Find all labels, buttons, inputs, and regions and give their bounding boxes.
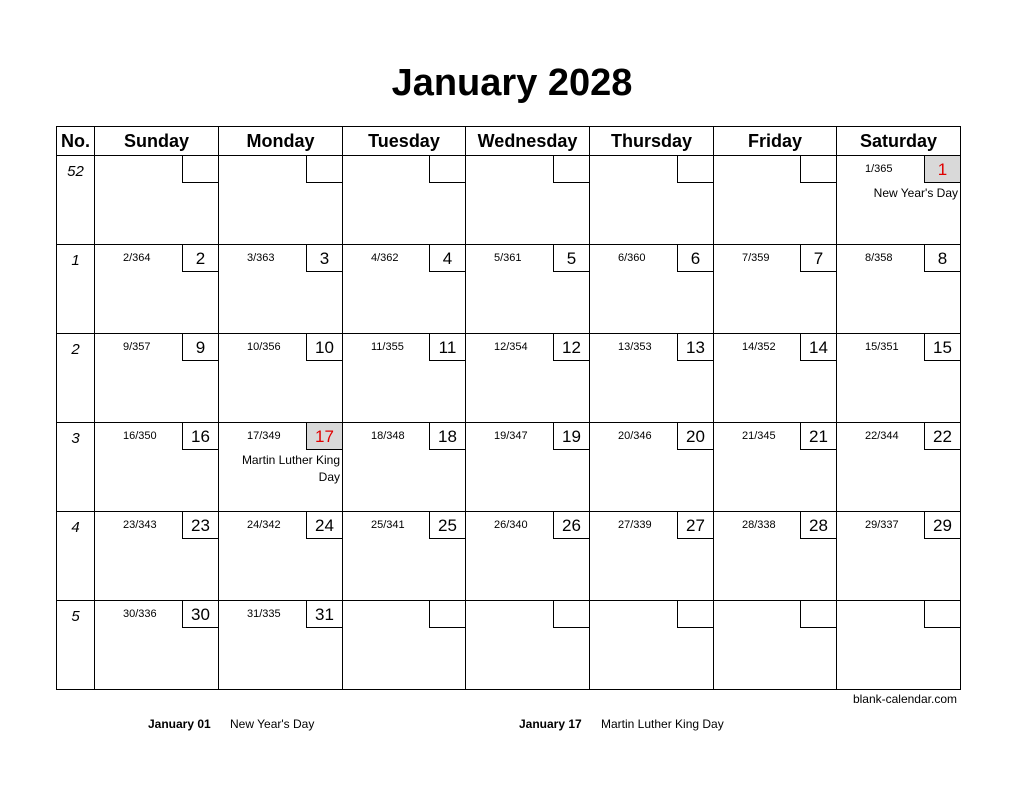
day-cell: [343, 512, 466, 601]
day-number-box: 28: [800, 511, 837, 539]
day-number-box: 26: [553, 511, 590, 539]
day-of-year: 13/353: [618, 341, 652, 353]
week-number: 5: [71, 608, 80, 625]
day-of-year: 12/354: [494, 341, 528, 353]
empty-day-cell: [590, 601, 714, 690]
weekday-header: Sunday: [95, 127, 219, 156]
empty-day-cell: [590, 156, 714, 245]
week-row: [57, 512, 961, 601]
empty-day-cell: [466, 156, 590, 245]
day-number-box: 9: [182, 333, 219, 361]
day-number-box: 6: [677, 244, 714, 272]
empty-day-cell: [95, 156, 219, 245]
weekday-header: Monday: [219, 127, 343, 156]
day-cell: [95, 512, 219, 601]
day-cell: [590, 245, 714, 334]
week-number-cell: [57, 423, 95, 512]
day-number-box: [182, 155, 219, 183]
day-cell: [219, 334, 343, 423]
empty-day-cell: [343, 601, 466, 690]
day-of-year: 17/349: [247, 430, 281, 442]
week-row: [57, 245, 961, 334]
day-of-year: 6/360: [618, 252, 646, 264]
day-cell: [714, 423, 837, 512]
day-number-box: 23: [182, 511, 219, 539]
day-number-box: 11: [429, 333, 466, 361]
week-number: 2: [71, 341, 80, 358]
day-number-box: 29: [924, 511, 961, 539]
day-of-year: 11/355: [371, 341, 404, 353]
week-row: [57, 423, 961, 512]
weekday-header-row: [57, 127, 961, 156]
week-number-header: No.: [57, 127, 95, 156]
day-of-year: 24/342: [247, 519, 281, 531]
day-cell: [466, 512, 590, 601]
day-number-box: 4: [429, 244, 466, 272]
day-number-box: [924, 600, 961, 628]
day-number-box: [677, 600, 714, 628]
week-number-cell: [57, 512, 95, 601]
site-credit: blank-calendar.com: [852, 692, 957, 706]
holiday-label: New Year's Day: [873, 186, 958, 200]
day-cell: [590, 423, 714, 512]
day-cell: [95, 245, 219, 334]
day-of-year: 21/345: [742, 430, 776, 442]
day-of-year: 19/347: [494, 430, 528, 442]
empty-day-cell: [837, 601, 961, 690]
day-number-box: 17: [306, 422, 343, 450]
day-number-box: 22: [924, 422, 961, 450]
week-number-cell: [57, 156, 95, 245]
week-row: [57, 156, 961, 245]
day-cell: [837, 512, 961, 601]
day-cell: [466, 334, 590, 423]
day-of-year: 27/339: [618, 519, 652, 531]
holiday-name: New Year's Day: [230, 717, 315, 731]
day-cell: [590, 512, 714, 601]
day-of-year: 22/344: [865, 430, 899, 442]
day-cell: [343, 245, 466, 334]
week-number-cell: [57, 601, 95, 690]
week-number: 52: [67, 163, 84, 180]
weekday-header: Thursday: [590, 127, 714, 156]
week-number: 4: [71, 519, 80, 536]
day-number-box: [800, 155, 837, 183]
day-of-year: 10/356: [247, 341, 281, 353]
day-number-box: 8: [924, 244, 961, 272]
day-number-box: [429, 600, 466, 628]
day-of-year: 26/340: [494, 519, 528, 531]
day-number-box: 5: [553, 244, 590, 272]
day-cell: [466, 423, 590, 512]
empty-day-cell: [714, 601, 837, 690]
day-of-year: 29/337: [865, 519, 899, 531]
day-number-box: 14: [800, 333, 837, 361]
day-cell: [219, 601, 343, 690]
day-of-year: 31/335: [247, 608, 281, 620]
day-of-year: 20/346: [618, 430, 652, 442]
day-number-box: 31: [306, 600, 343, 628]
week-row: [57, 601, 961, 690]
day-of-year: 5/361: [494, 252, 522, 264]
day-cell: [219, 512, 343, 601]
day-cell: [837, 156, 961, 245]
day-number-box: [800, 600, 837, 628]
day-number-box: [429, 155, 466, 183]
day-number-box: [553, 155, 590, 183]
day-number-box: 21: [800, 422, 837, 450]
day-cell: [95, 601, 219, 690]
day-of-year: 14/352: [742, 341, 776, 353]
day-number-box: 3: [306, 244, 343, 272]
day-number-box: 15: [924, 333, 961, 361]
week-number-cell: [57, 245, 95, 334]
day-cell: [95, 423, 219, 512]
week-row: [57, 334, 961, 423]
day-of-year: 25/341: [371, 519, 405, 531]
weekday-header: Saturday: [837, 127, 961, 156]
day-number-box: 20: [677, 422, 714, 450]
day-number-box: 13: [677, 333, 714, 361]
day-of-year: 4/362: [371, 252, 399, 264]
day-number-box: [553, 600, 590, 628]
holiday-label: Martin Luther King Day: [241, 453, 340, 484]
holiday-date: January 01: [148, 717, 211, 731]
day-of-year: 23/343: [123, 519, 157, 531]
day-cell: [837, 334, 961, 423]
day-number-box: 12: [553, 333, 590, 361]
day-of-year: 30/336: [123, 608, 157, 620]
day-cell: [714, 334, 837, 423]
week-number: 3: [71, 430, 80, 447]
day-of-year: 9/357: [123, 341, 151, 353]
day-cell: [714, 245, 837, 334]
day-of-year: 3/363: [247, 252, 275, 264]
day-number-box: 30: [182, 600, 219, 628]
day-number-box: 10: [306, 333, 343, 361]
day-number-box: 1: [924, 155, 961, 183]
day-cell: [714, 512, 837, 601]
day-cell: [219, 245, 343, 334]
day-of-year: 16/350: [123, 430, 157, 442]
day-of-year: 2/364: [123, 252, 151, 264]
day-of-year: 1/365: [865, 163, 893, 175]
day-number-box: [677, 155, 714, 183]
day-of-year: 7/359: [742, 252, 770, 264]
day-number-box: 19: [553, 422, 590, 450]
day-cell: [343, 334, 466, 423]
day-cell: [219, 423, 343, 512]
day-cell: [837, 245, 961, 334]
day-cell: [837, 423, 961, 512]
day-number-box: [306, 155, 343, 183]
empty-day-cell: [343, 156, 466, 245]
empty-day-cell: [219, 156, 343, 245]
day-cell: [466, 245, 590, 334]
holiday-name: Martin Luther King Day: [601, 717, 724, 731]
week-number-cell: [57, 334, 95, 423]
day-number-box: 18: [429, 422, 466, 450]
week-number: 1: [71, 252, 80, 269]
calendar-title: January 2028: [391, 62, 633, 104]
day-number-box: 2: [182, 244, 219, 272]
day-cell: [590, 334, 714, 423]
weekday-header: Friday: [714, 127, 837, 156]
day-number-box: 24: [306, 511, 343, 539]
day-of-year: 15/351: [865, 341, 899, 353]
day-of-year: 18/348: [371, 430, 405, 442]
day-cell: [343, 423, 466, 512]
calendar-grid: [56, 126, 961, 690]
empty-day-cell: [466, 601, 590, 690]
weekday-header: Tuesday: [343, 127, 466, 156]
day-number-box: 27: [677, 511, 714, 539]
day-number-box: 25: [429, 511, 466, 539]
day-number-box: 7: [800, 244, 837, 272]
weekday-header: Wednesday: [466, 127, 590, 156]
day-number-box: 16: [182, 422, 219, 450]
day-of-year: 8/358: [865, 252, 893, 264]
day-cell: [95, 334, 219, 423]
empty-day-cell: [714, 156, 837, 245]
day-of-year: 28/338: [742, 519, 776, 531]
holiday-date: January 17: [519, 717, 582, 731]
